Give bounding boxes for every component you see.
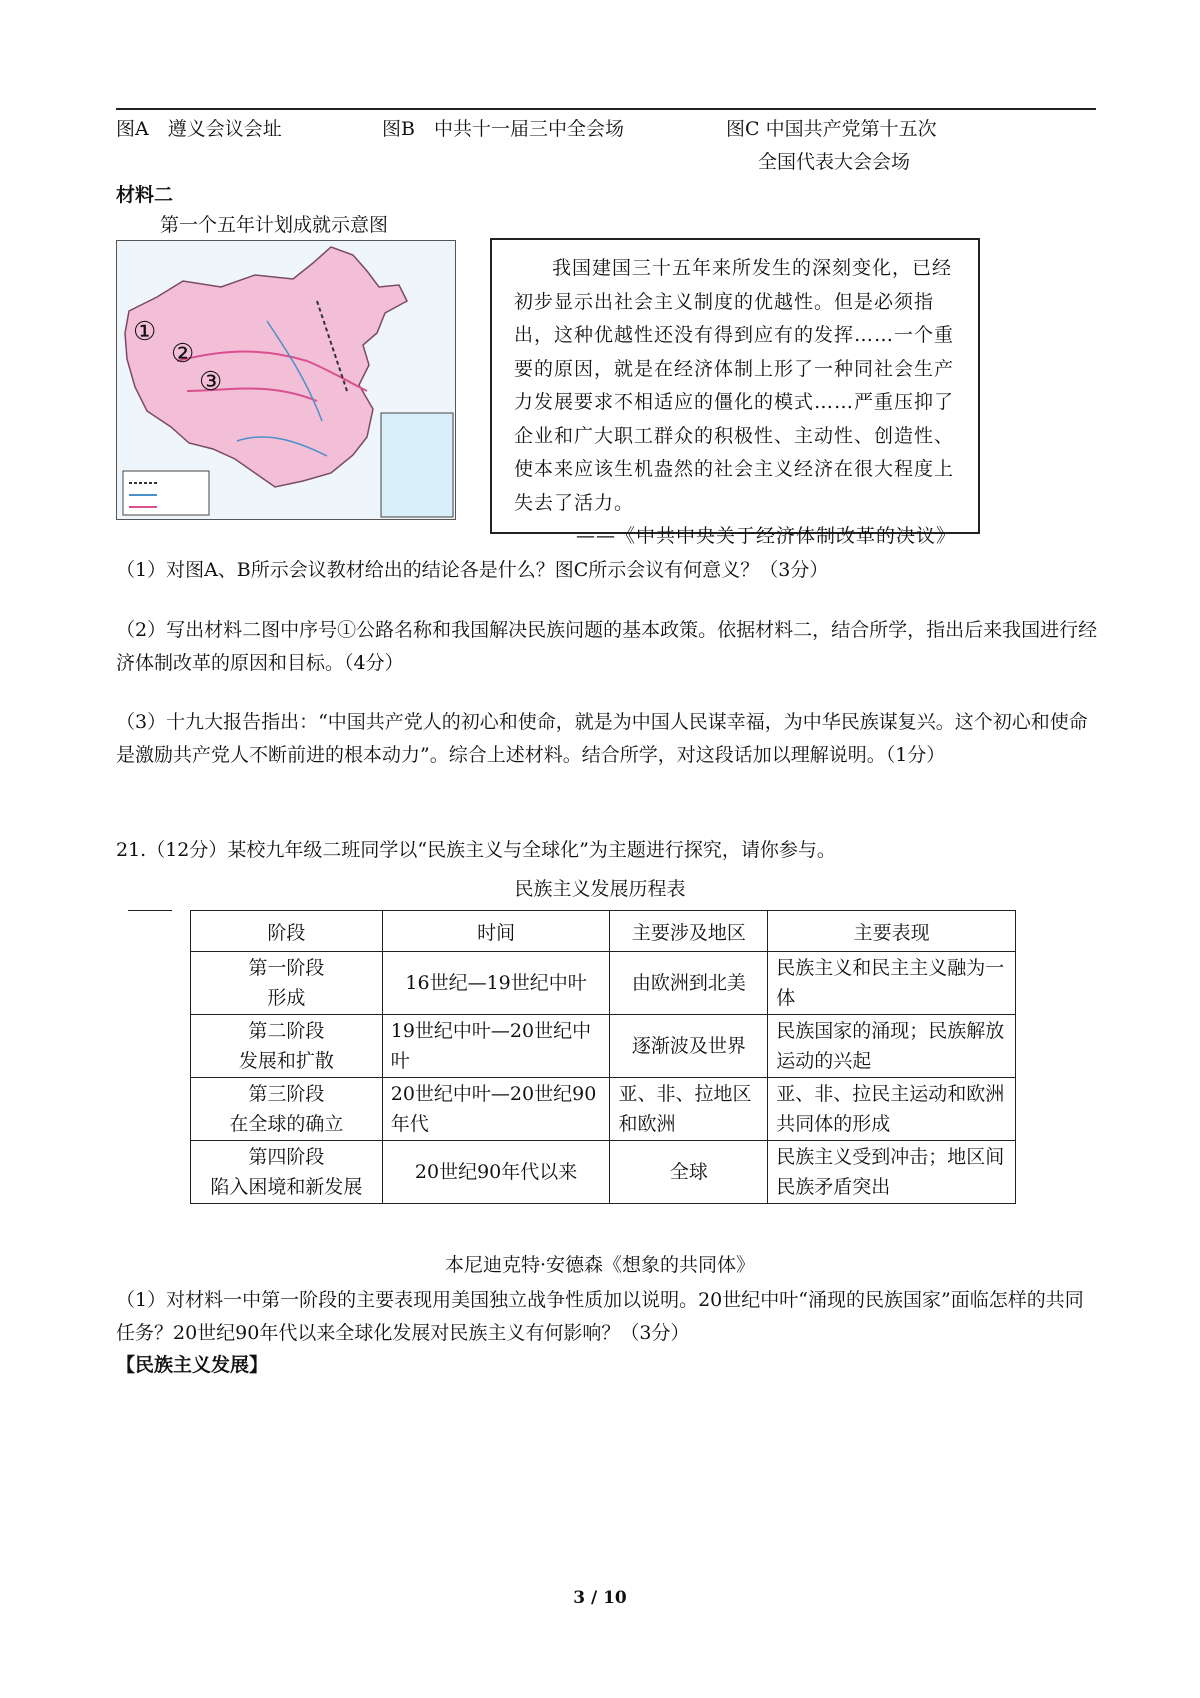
header-performance: 主要表现 bbox=[768, 911, 1016, 952]
question-1: （1）对图A、B所示会议教材给出的结论各是什么？图C所示会议有何意义？（3分） bbox=[116, 559, 829, 581]
stage-label: 第三阶段 bbox=[248, 1083, 325, 1105]
q21-intro: 21.（12分）某校九年级二班同学以“民族主义与全球化”为主题进行探究，请你参与。 bbox=[116, 839, 836, 861]
performance-cell: 民族主义受到冲击；地区间民族矛盾突出 bbox=[768, 1141, 1016, 1204]
stage-label: 第一阶段 bbox=[248, 957, 325, 979]
caption-fig-c-line2: 全国代表大会会场 bbox=[758, 151, 911, 173]
map-title: 第一个五年计划成就示意图 bbox=[160, 214, 389, 236]
table-row bbox=[191, 1015, 1016, 1078]
material2-heading: 材料二 bbox=[116, 184, 174, 206]
five-year-plan-map bbox=[116, 240, 456, 520]
caption-fig-b: 图B 中共十一届三中全会场 bbox=[382, 118, 624, 140]
stage-desc: 发展和扩散 bbox=[238, 1050, 334, 1072]
caption-fig-a: 图A 遵义会议会址 bbox=[116, 118, 282, 140]
performance-cell: 民族国家的涌现；民族解放运动的兴起 bbox=[768, 1015, 1016, 1078]
table-header-row bbox=[191, 911, 1016, 952]
header-stage: 阶段 bbox=[191, 911, 383, 952]
question-3: （3）十九大报告指出：“中国共产党人的初心和使命，就是为中国人民谋幸福，为中华民族谋复兴。这个初心和使命是激励共产党人不断前进的根本动力”。综合上述材料。结合所学，对这段话加以理解说明。（1分） bbox=[116, 711, 1088, 766]
china-map-icon bbox=[117, 241, 456, 520]
map-marker-2: ② bbox=[171, 339, 195, 369]
top-rule bbox=[116, 108, 1096, 110]
map-marker-1: ① bbox=[133, 317, 157, 347]
page-number: 3 / 10 bbox=[573, 1588, 627, 1608]
q21-sub-question-1: （1）对材料一中第一阶段的主要表现用美国独立战争性质加以说明。20世纪中叶“涌现的民族国家”面临怎样的共同任务？20世纪90年代以来全球化发展对民族主义有何影响？（3分） bbox=[116, 1289, 1084, 1344]
stage-desc: 形成 bbox=[267, 987, 306, 1009]
region-cell: 亚、非、拉地区和欧洲 bbox=[610, 1078, 768, 1141]
stage-cell bbox=[191, 952, 383, 1015]
table-row bbox=[191, 952, 1016, 1015]
table-row bbox=[191, 1141, 1016, 1204]
time-cell: 19世纪中叶—20世纪中叶 bbox=[382, 1015, 610, 1078]
caption-fig-c-line1: 图C 中国共产党第十五次 bbox=[726, 118, 937, 140]
stage-cell bbox=[191, 1141, 383, 1204]
stage-label: 第四阶段 bbox=[248, 1146, 325, 1168]
region-cell: 逐渐波及世界 bbox=[610, 1015, 768, 1078]
time-cell: 16世纪—19世纪中叶 bbox=[382, 952, 610, 1015]
region-cell: 由欧洲到北美 bbox=[610, 952, 768, 1015]
stage-cell bbox=[191, 1015, 383, 1078]
quote-source: ——《中共中央关于经济体制改革的决议》 bbox=[575, 525, 956, 547]
quote-box bbox=[490, 238, 980, 547]
dash-mark bbox=[128, 910, 172, 911]
section-heading: 【民族主义发展】 bbox=[116, 1354, 269, 1376]
question-2: （2）写出材料二图中序号①公路名称和我国解决民族问题的基本政策。依据材料二，结合所学，指出后来我国进行经济体制改革的原因和目标。（4分） bbox=[116, 619, 1098, 674]
region-cell: 全球 bbox=[610, 1141, 768, 1204]
nationalism-history-table bbox=[190, 910, 1016, 1204]
table-title: 民族主义发展历程表 bbox=[514, 878, 686, 900]
time-cell: 20世纪中叶—20世纪90年代 bbox=[382, 1078, 610, 1141]
time-cell: 20世纪90年代以来 bbox=[382, 1141, 610, 1204]
performance-cell: 亚、非、拉民主运动和欧洲共同体的形成 bbox=[768, 1078, 1016, 1141]
header-time: 时间 bbox=[382, 911, 610, 952]
stage-label: 第二阶段 bbox=[248, 1020, 325, 1042]
stage-cell bbox=[191, 1078, 383, 1141]
map-marker-3: ③ bbox=[199, 367, 223, 397]
quote-body: 我国建国三十五年来所发生的深刻变化，已经初步显示出社会主义制度的优越性。但是必须指出，这种优越性还没有得到应有的发挥……一个重要的原因，就是在经济体制上形了一种同社会生产力发展要求不相适应的僵化的模式……严重压抑了企业和广大职工群众的积极性、主动性、创造性、使本来应该生机盎然的社会主义经济在很大程度上失去了活力。 bbox=[514, 257, 955, 514]
performance-cell: 民族主义和民主主义融为一体 bbox=[768, 952, 1016, 1015]
stage-desc: 陷入困境和新发展 bbox=[210, 1176, 363, 1198]
stage-desc: 在全球的确立 bbox=[229, 1113, 344, 1135]
header-region: 主要涉及地区 bbox=[610, 911, 768, 952]
table-source: 本尼迪克特·安德森《想象的共同体》 bbox=[444, 1254, 756, 1276]
table-row bbox=[191, 1078, 1016, 1141]
